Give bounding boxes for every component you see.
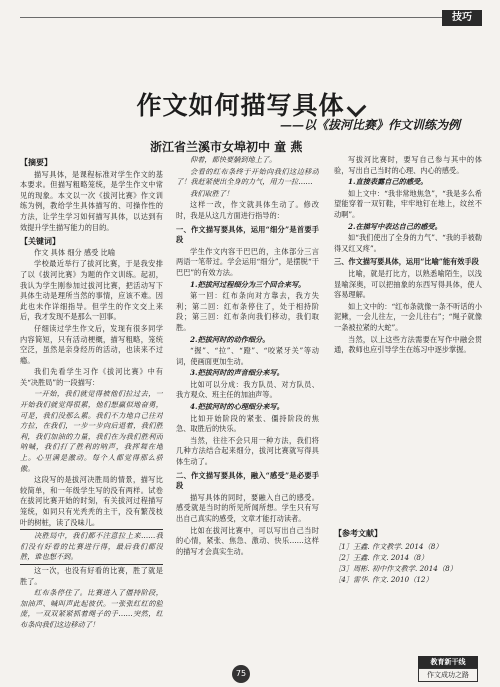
keywords-text: 作文 具体 细分 感受 比喻 [34, 247, 116, 257]
paragraph: 如上文中的：“红布条就像一条不听话的小泥鳅，一会儿往左，一会儿往右”；“绳子就像一条被拉紧的大蛇”。 [334, 301, 482, 332]
point-heading: 2.把拔河时的动作细分。 [190, 334, 270, 344]
paragraph: 学校最近举行了拔河比赛，于是我安排了以《拔河比赛》为题的作文训练。起初，我认为学生刚参加过拔河比赛，把活动写下具体生动是理所当然的事情，应该不难。因此也未作详细指导。但学生的作文交上来后，我才发现不是那么一回事。 [20, 259, 163, 322]
magazine-logo [418, 656, 478, 682]
references-heading: 【参考文献】 [334, 528, 382, 538]
column-middle [176, 155, 319, 660]
reference-item: ［3］周彬. 初中作文教学. 2014（8） [334, 564, 457, 573]
top-rule [20, 17, 442, 18]
magazine-name-bottom: 作文成功之路 [418, 668, 478, 682]
top-bar [0, 8, 500, 28]
revised-excerpt: 仰着，都快要躺到地上了。 [190, 155, 277, 164]
paragraph: 如“我们使出了全身的力气”、“我的手被勒得又红又疼”。 [334, 233, 482, 253]
magazine-name-top: 教育新干线 [418, 656, 478, 668]
paragraph: 比如在拔河比赛中，可以写出自己当时的心情，紧张、焦急、激动、快乐……这样的描写才会真实生动。 [176, 525, 319, 556]
revised-excerpt: 我们取胜了！ [190, 188, 234, 198]
references [334, 528, 482, 585]
paragraph: 当然，以上这些方法需要在写作中融会贯通，教师也应引导学生在练习中逐步掌握。 [334, 334, 482, 355]
section-tag: 技巧 [442, 10, 482, 26]
paragraph: 当然，往往不会只用一种方法，我们将几种方法结合起来细分，拔河比赛就写得具体生动了。 [176, 435, 319, 467]
revised-excerpt: 红布条停住了。比赛进入了僵持阶段，加油声、喊叫声此起彼伏。一张张红红的脸庞，一双双紧紧抓着绳子的手……突然，红布条向我们这边移动了！ [20, 588, 163, 629]
column-right [334, 155, 482, 527]
column-left [20, 155, 163, 655]
paragraph: 我们先看学生习作《拔河比赛》中有关“决胜局”的一段描写： [20, 367, 163, 387]
point-heading: 2.在描写中表达自己的感受。 [348, 221, 442, 231]
boxed-excerpt: 决胜局中，我们都不注意拉上来……我们没有好看的比赛进行得，最后我们都没胜，谁也想不到。 [20, 529, 163, 565]
article-subtitle: ——以《拔河比赛》作文训练为例 [279, 118, 460, 132]
paragraph: 这一次，也没有好看的比赛，胜了就是胜了。 [20, 565, 163, 586]
paragraph: 如上文中：“我非常地焦急”，“我是多么希望能穿着一双钉鞋，牢牢地钉在地上，纹丝不动啊”。 [334, 188, 482, 219]
section-heading: 一、作文描写要具体，运用“细分”是首要手段 [176, 224, 319, 245]
paragraph: 第一回：红布条向对方靠去，我方失利；第二回：红布条停住了，处于相持阶段；第三回：红布条向我们移动，我们取胜。 [176, 291, 319, 332]
paragraph: 比如开始阶段的紧张、僵持阶段的焦急、取胜后的快乐。 [176, 413, 319, 434]
reference-item: ［2］王鑫. 作文. 2014（8） [334, 553, 429, 562]
point-heading: 1.直接表露自己的感受。 [348, 177, 428, 187]
paragraph: 仔细读过学生作文后，发现有很多同学内容简短，只有活动梗概，描写粗略，笼统空泛，虽然是亲身经历的活动，也读来不过瘾。 [20, 323, 163, 365]
revised-excerpt: 会看的红布条终于开始向我们这边移动了！我赶紧使出全身的力气，用力一拉…… [176, 166, 319, 187]
paragraph: 学生作文内容干巴巴的，主体部分三言两语一笔带过。学会运用“细分”，是摆脱“干巴巴”的有效方法。 [176, 246, 319, 277]
checkmark-icon [346, 97, 366, 117]
student-excerpt: 一开始，我们就觉得被他们拉过去，一开始我们就觉得很累，他们想赢似地奋勇，可是，我们没那么累。我们不力地自己往对方拉，在我们，一步一步向后退着，我们胜利，我们加油的力量，我们在为我们胜利而呐喊，我们打了胜利的呐声，我挥舞在地上。心里满是激动。每个人都觉得那么骄傲。 [20, 389, 163, 473]
paragraph: 这段写的是拔河决胜局的情景，描写比较简单，和一年级学生写的没有两样。试卷在拔河比赛开始的时刻，有关拔河过程描写笼统，如同只有光秃秃的主干，没有繁茂枝叶的树桩，读了没味儿。 [20, 475, 163, 527]
section-heading: 二、作文描写要具体，融入“感受”是必要手段 [176, 470, 319, 491]
paragraph: 描写具体的同时，要融入自己的感受。感受就是当时的所见所闻所想。学生只有写出自己真实的感受，文章才能打动读者。 [176, 492, 319, 523]
abstract-text: 描写具体，是课程标准对学生作文的基本要求。但描写粗略笼统，是学生作文中常见的现象。本文以一次《拔河比赛》作文训练为例，教给学生具体描写的、可操作性的方法，让学生学习如何描写具体，以达到有效提升学生描写能力的目的。 [20, 169, 163, 232]
section-heading: 三、作文描写要具体，运用“比喻”能有效手段 [334, 257, 479, 267]
abstract-heading: 【摘要】 [20, 157, 52, 167]
paragraph: 写拔河比赛时，要写自己参与其中的体验，写出自己当时的心理、内心的感受。 [334, 155, 482, 175]
reference-item: ［4］雷华. 作文. 2010（12） [334, 575, 433, 584]
paragraph: 比喻，就是打比方，以熟悉喻陌生，以浅显喻深奥，可以把抽象的东西写得具体，使人容易理解。 [334, 268, 482, 300]
page-number-badge: 75 [232, 665, 250, 683]
article-title-text: 作文如何描写具体 [136, 91, 345, 120]
point-heading: 4.把拔河时的心理细分来写。 [190, 402, 284, 412]
reference-item: ［1］王鑫. 作文教学. 2014（8） [334, 542, 443, 551]
paragraph: “握”、“拉”、“蹬”、“咬紧牙关”等动词，使画面更加生动。 [176, 346, 319, 366]
keywords-heading: 【关键词】 [20, 236, 60, 247]
paragraph: 比如可以分成：我方队员、对方队员、我方观众、班主任的加油声等。 [176, 379, 319, 400]
point-heading: 3.把拔河时的声音细分来写。 [190, 368, 284, 378]
paragraph: 这样一改，作文就具体生动了。修改时，我是从这几方面进行指导的： [176, 200, 319, 220]
article-header [0, 86, 500, 156]
author-line: 浙江省兰溪市女埠初中 童 燕 [150, 140, 303, 154]
point-heading: 1.把拔河过程细分为三个回合来写。 [190, 279, 306, 289]
